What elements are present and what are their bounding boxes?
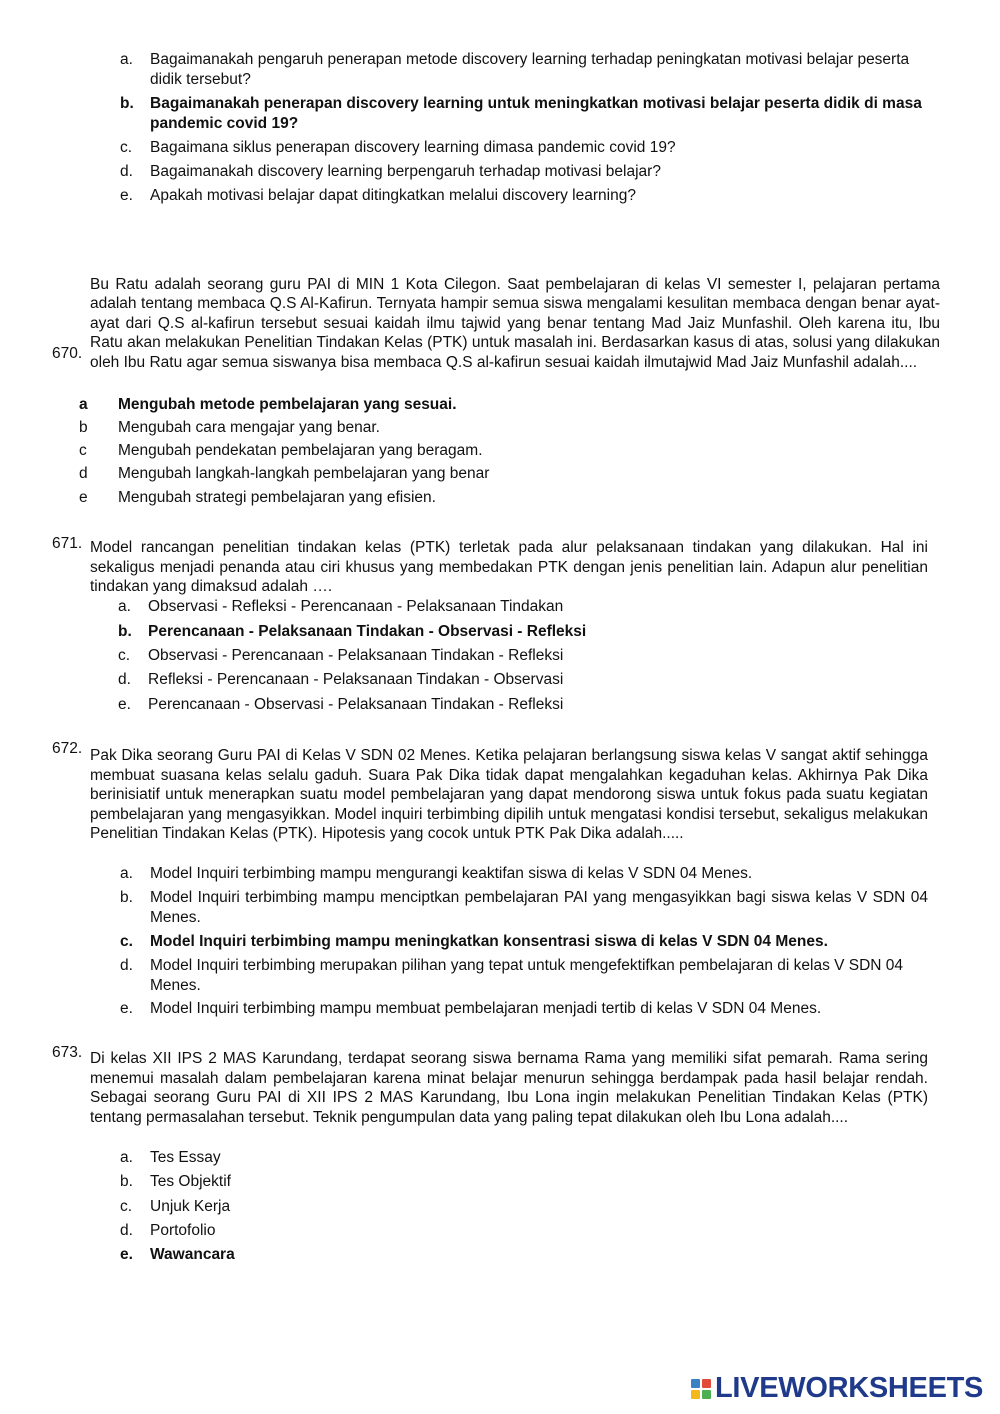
option-text: Observasi - Perencanaan - Pelaksanaan Tindakan - Refleksi xyxy=(148,647,564,664)
logo-square-blue xyxy=(691,1379,700,1388)
option-text: Portofolio xyxy=(150,1222,216,1239)
q669-option-b[interactable] xyxy=(120,94,942,133)
option-text: Bagaimanakah penerapan discovery learning untuk meningkatkan motivasi belajar peserta didik di masa pandemic covid 19? xyxy=(150,95,922,132)
q672-option-d[interactable] xyxy=(120,956,928,995)
option-letter: d. xyxy=(120,957,133,974)
question-stem: Model rancangan penelitian tindakan kelas (PTK) terletak pada alur pelaksanaan tindakan yang dilakukan. Hal ini sekaligus menjadi penanda atau ciri khusus yang membedakan PTK dengan jenis penelitian lain. Adapun alur penelitian tindakan yang dimaksud adalah …. xyxy=(90,539,928,595)
option-letter: d. xyxy=(118,671,131,688)
option-text: Bagaimanakah discovery learning berpengaruh terhadap motivasi belajar? xyxy=(150,163,661,180)
option-text: Model Inquiri terbimbing merupakan pilihan yang tepat untuk mengefektifkan pembelajaran di kelas V SDN 04 Menes. xyxy=(150,957,904,994)
logo-square-yellow xyxy=(691,1390,700,1399)
option-letter: a xyxy=(79,396,88,413)
q671-option-c[interactable] xyxy=(118,646,918,666)
option-letter: c. xyxy=(120,1198,133,1215)
option-letter: b. xyxy=(118,623,132,640)
option-text: Mengubah strategi pembelajaran yang efisien. xyxy=(118,489,436,506)
q673-option-a[interactable] xyxy=(120,1148,720,1168)
option-text: Model Inquiri terbimbing mampu mengurangi keaktifan siswa di kelas V SDN 04 Menes. xyxy=(150,865,753,882)
question-number: 671. xyxy=(52,535,83,552)
option-text: Model Inquiri terbimbing mampu membuat pembelajaran menjadi tertib di kelas V SDN 04 Menes. xyxy=(150,1000,822,1017)
q669-option-e[interactable] xyxy=(120,186,940,206)
q673-option-b[interactable] xyxy=(120,1172,720,1192)
question-number: 670. xyxy=(52,345,83,362)
option-letter: e. xyxy=(118,696,131,713)
option-text: Mengubah pendekatan pembelajaran yang beragam. xyxy=(118,442,483,459)
option-letter: d xyxy=(79,465,88,482)
option-letter: b. xyxy=(120,95,134,112)
option-text: Mengubah cara mengajar yang benar. xyxy=(118,419,380,436)
q673-option-d[interactable] xyxy=(120,1221,720,1241)
q671-option-a[interactable] xyxy=(118,597,918,617)
option-text: Mengubah langkah-langkah pembelajaran yang benar xyxy=(118,465,490,482)
option-letter: a. xyxy=(120,1149,133,1166)
q670-option-d[interactable] xyxy=(79,464,939,484)
brand-name: LIVEWORKSHEETS xyxy=(715,1372,984,1405)
q670-option-c[interactable] xyxy=(79,441,939,461)
option-letter: c. xyxy=(120,933,133,950)
logo-square-red xyxy=(702,1379,711,1388)
option-text: Refleksi - Perencanaan - Pelaksanaan Tindakan - Observasi xyxy=(148,671,564,688)
option-text: Tes Objektif xyxy=(150,1173,231,1190)
q672-option-c[interactable] xyxy=(120,932,928,952)
q671-option-e[interactable] xyxy=(118,695,918,715)
option-letter: e. xyxy=(120,1246,133,1263)
q671-option-d[interactable] xyxy=(118,670,918,690)
q672-option-e[interactable] xyxy=(120,999,928,1019)
q670-option-a[interactable] xyxy=(79,395,939,415)
option-text: Observasi - Refleksi - Perencanaan - Pelaksanaan Tindakan xyxy=(148,598,564,615)
q670-option-e[interactable] xyxy=(79,488,939,508)
option-text: Tes Essay xyxy=(150,1149,221,1166)
option-letter: a. xyxy=(120,865,133,882)
option-letter: e xyxy=(79,489,88,506)
question-number: 672. xyxy=(52,740,83,757)
q670-option-b[interactable] xyxy=(79,418,939,438)
q669-option-c[interactable] xyxy=(120,138,940,158)
option-letter: a. xyxy=(118,598,131,615)
q672-option-b[interactable] xyxy=(120,888,928,927)
option-letter: e. xyxy=(120,1000,133,1017)
option-letter: b. xyxy=(120,1173,133,1190)
liveworksheets-logo-icon xyxy=(691,1379,711,1399)
option-letter: b xyxy=(79,419,88,436)
option-text: Perencanaan - Pelaksanaan Tindakan - Observasi - Refleksi xyxy=(148,623,587,640)
option-text: Perencanaan - Observasi - Pelaksanaan Tindakan - Refleksi xyxy=(148,696,564,713)
q673-option-c[interactable] xyxy=(120,1197,720,1217)
option-letter: a. xyxy=(120,51,133,68)
q671-option-b[interactable] xyxy=(118,622,918,642)
option-text: Mengubah metode pembelajaran yang sesuai. xyxy=(118,396,457,413)
option-text: Wawancara xyxy=(150,1246,235,1263)
q673-option-e[interactable] xyxy=(120,1245,720,1265)
option-letter: d. xyxy=(120,1222,133,1239)
option-text: Apakah motivasi belajar dapat ditingkatkan melalui discovery learning? xyxy=(150,187,636,204)
option-text: Bagaimanakah pengaruh penerapan metode discovery learning terhadap peningkatan motivasi belajar peserta didik tersebut? xyxy=(150,51,910,88)
liveworksheets-logo[interactable] xyxy=(691,1374,983,1404)
question-stem: Di kelas XII IPS 2 MAS Karundang, terdapat seorang siswa bernama Rama yang memiliki sifat pemarah. Rama sering menemui masalah dalam pembelajaran karena minat belajar menurun sehingga berdampak pada hasil belajar rendah. Sebagai seorang Guru PAI di XII IPS 2 MAS Karundang, Ibu Lona ingin melakukan Penelitian Tindakan Kelas (PTK) tentang permasalahan tersebut. Teknik pengumpulan data yang paling tepat dilakukan oleh Ibu Lona adalah.... xyxy=(90,1050,928,1126)
option-letter: c. xyxy=(120,139,133,156)
option-text: Model Inquiri terbimbing mampu menciptkan pembelajaran PAI yang mengasyikkan bagi siswa kelas V SDN 04 Menes. xyxy=(150,889,928,926)
option-text: Bagaimana siklus penerapan discovery learning dimasa pandemic covid 19? xyxy=(150,139,676,156)
option-letter: e. xyxy=(120,187,133,204)
q669-option-d[interactable] xyxy=(120,162,940,182)
option-letter: c. xyxy=(118,647,131,664)
option-letter: c xyxy=(79,442,87,459)
logo-square-green xyxy=(702,1390,711,1399)
question-stem: Pak Dika seorang Guru PAI di Kelas V SDN 02 Menes. Ketika pelajaran berlangsung siswa kelas V sangat aktif sehingga membuat suasana kelas selalu gaduh. Suara Pak Dika tidak dapat mengalahkan kegaduhan kelas. Akhirnya Pak Dika berinisiatif untuk menerapkan suatu model pembelajaran yang dapat mendorong siswa untuk fokus pada suatu kegiatan pembelajaran yang mengasyikkan. Model inquiri terbimbing dipilih untuk mengatasi kondisi tersebut, sekaligus melakukan Penelitian Tindakan Kelas (PTK). Hipotesis yang cocok untuk PTK Pak Dika adalah..... xyxy=(90,747,928,842)
q669-option-a[interactable] xyxy=(120,50,940,89)
question-stem: Bu Ratu adalah seorang guru PAI di MIN 1 Kota Cilegon. Saat pembelajaran di kelas VI semester I, pelajaran pertama adalah tentang membaca Q.S Al-Kafirun. Ternyata hampir semua siswa mengalami kesulitan membaca dengan benar ayat-ayat dari Q.S al-kafirun tersebut sesuai kaidah ilmu tajwid yang benar tentang Mad Jaiz Munfashil. Oleh karena itu, Ibu Ratu akan melakukan Penelitian Tindakan Kelas (PTK) untuk masalah ini. Berdasarkan kasus di atas, solusi yang dilakukan oleh Ibu Ratu agar semua siswanya bisa membaca Q.S al-kafirun sesuai kaidah ilmutajwid Mad Jaiz Munfashil adalah.... xyxy=(90,276,940,371)
option-letter: d. xyxy=(120,163,133,180)
question-number: 673. xyxy=(52,1044,83,1061)
option-text: Model Inquiri terbimbing mampu meningkatkan konsentrasi siswa di kelas V SDN 04 Menes. xyxy=(150,933,828,950)
option-letter: b. xyxy=(120,889,133,906)
q672-option-a[interactable] xyxy=(120,864,928,884)
option-text: Unjuk Kerja xyxy=(150,1198,231,1215)
